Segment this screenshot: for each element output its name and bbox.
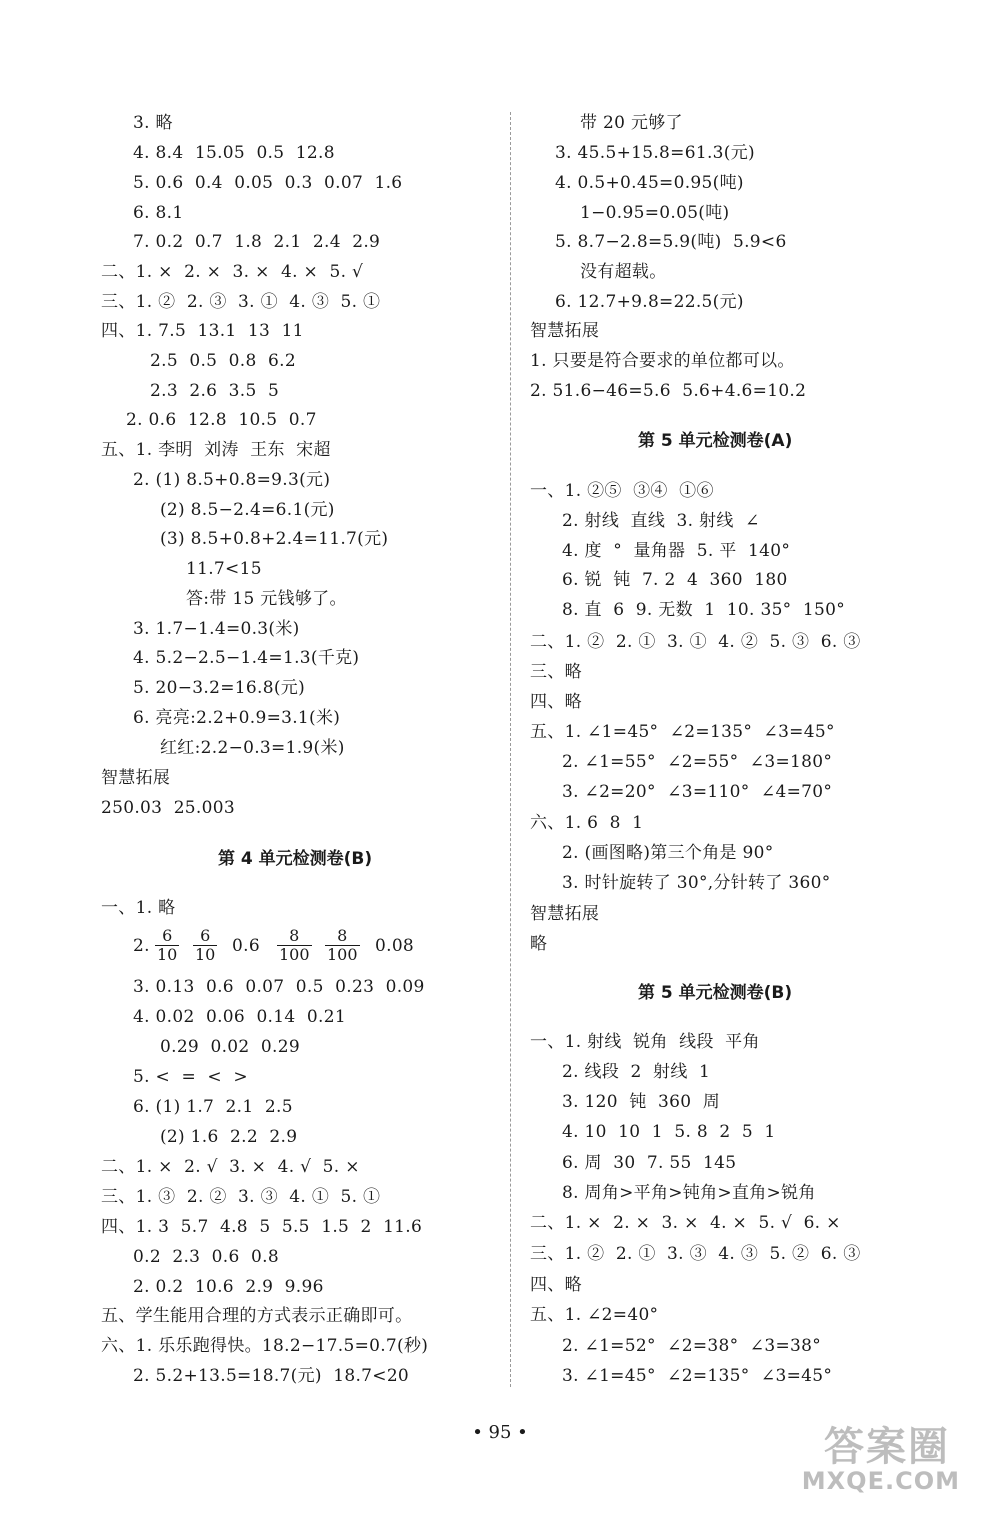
answer-line: 6. 8.1 xyxy=(133,203,184,223)
answer-line: 3. ∠1=45° ∠2=135° ∠3=45° xyxy=(562,1366,833,1386)
answer-line: 三、略 xyxy=(530,662,582,682)
answer-line: 答:带 15 元钱够了。 xyxy=(186,589,347,609)
answer-line: 4. 0.02 0.06 0.14 0.21 xyxy=(133,1007,346,1027)
answer-line: 6. 12.7+9.8=22.5(元) xyxy=(555,292,744,312)
fraction xyxy=(193,927,217,964)
subsection-heading: 智慧拓展 xyxy=(530,321,600,341)
answer-line: 六、1. 乐乐跑得快。18.2−17.5=0.7(秒) xyxy=(101,1336,429,1356)
answer-line: 11.7<15 xyxy=(186,559,262,579)
answer-line: 2. 51.6−46=5.6 5.6+4.6=10.2 xyxy=(530,381,807,401)
answer-line: (3) 8.5+0.8+2.4=11.7(元) xyxy=(160,529,389,549)
answer-line: 2. (画图略)第三个角是 90° xyxy=(562,843,774,863)
subsection-heading: 智慧拓展 xyxy=(530,904,600,924)
answer-line: 二、1. ② 2. ① 3. ① 4. ② 5. ③ 6. ③ xyxy=(530,632,861,652)
answer-line: 三、1. ③ 2. ② 3. ③ 4. ① 5. ① xyxy=(101,1187,381,1207)
answer-line: 2. ∠1=55° ∠2=55° ∠3=180° xyxy=(562,752,833,772)
answer-line: 8. 直 6 9. 无数 1 10. 35° 150° xyxy=(562,600,846,620)
answer-line: 6. (1) 1.7 2.1 2.5 xyxy=(133,1097,293,1117)
answer-line: 4. 5.2−2.5−1.4=1.3(千克) xyxy=(133,648,360,668)
fraction-numerator: 8 xyxy=(337,926,348,945)
answer-line: 四、1. 3 5.7 4.8 5 5.5 1.5 2 11.6 xyxy=(101,1217,423,1237)
section-title: 第 5 单元检测卷(B) xyxy=(638,983,793,1003)
answer-line: 3. 0.13 0.6 0.07 0.5 0.23 0.09 xyxy=(133,977,425,997)
answer-line: 4. 8.4 15.05 0.5 12.8 xyxy=(133,143,335,163)
answer-line: 二、1. × 2. × 3. × 4. × 5. √ 6. × xyxy=(530,1213,841,1233)
answer-line: 红红:2.2−0.3=1.9(米) xyxy=(160,738,345,758)
answer-line: 6. 锐 钝 7. 2 4 360 180 xyxy=(562,570,788,590)
answer-line: 带 20 元够了 xyxy=(580,113,683,133)
answer-line: 4. 10 10 1 5. 8 2 5 1 xyxy=(562,1122,776,1142)
page-number: • 95 • xyxy=(472,1422,528,1443)
answer-line: 0.2 2.3 0.6 0.8 xyxy=(133,1247,279,1267)
fraction xyxy=(155,927,179,964)
answer-line: 五、1. ∠1=45° ∠2=135° ∠3=45° xyxy=(530,722,835,742)
answer-line: 二、1. × 2. √ 3. × 4. √ 5. × xyxy=(101,1157,360,1177)
fraction-numerator: 6 xyxy=(200,926,211,945)
subsection-heading: 智慧拓展 xyxy=(101,768,171,788)
answer-line: 2. 0.2 10.6 2.9 9.96 xyxy=(133,1277,324,1297)
answer-line: 2. (1) 8.5+0.8=9.3(元) xyxy=(133,470,331,490)
answer-line: 250.03 25.003 xyxy=(101,798,235,818)
fraction xyxy=(325,927,360,964)
fraction-numerator: 8 xyxy=(289,926,300,945)
answer-line: 四、1. 7.5 13.1 13 11 xyxy=(101,321,304,341)
answer-line: 2.3 2.6 3.5 5 xyxy=(150,381,280,401)
answer-line: 3. ∠2=20° ∠3=110° ∠4=70° xyxy=(562,782,833,802)
answer-line: 一、1. 略 xyxy=(101,898,176,918)
fraction xyxy=(277,927,312,964)
answer-line: 1−0.95=0.05(吨) xyxy=(580,203,730,223)
answer-line: 五、1. ∠2=40° xyxy=(530,1305,659,1325)
answer-line: 5. 0.6 0.4 0.05 0.3 0.07 1.6 xyxy=(133,173,403,193)
section-title: 第 4 单元检测卷(B) xyxy=(218,849,373,869)
answer-line: 没有超载。 xyxy=(580,262,667,282)
answer-line: 2. 射线 直线 3. 射线 ∠ xyxy=(562,511,760,531)
fraction-denominator: 100 xyxy=(327,945,358,964)
answer-line: 四、略 xyxy=(530,1275,582,1295)
answer-line: 3. 45.5+15.8=61.3(元) xyxy=(555,143,755,163)
answer-line: 8. 周角>平角>钝角>直角>锐角 xyxy=(562,1183,816,1203)
answer-line: 5. 20−3.2=16.8(元) xyxy=(133,678,305,698)
answer-line: 略 xyxy=(530,934,548,954)
answer-line: 6. 周 30 7. 55 145 xyxy=(562,1153,737,1173)
fraction-denominator: 10 xyxy=(157,945,178,964)
answer-line: 五、学生能用合理的方式表示正确即可。 xyxy=(101,1306,413,1326)
answer-line: (2) 1.6 2.2 2.9 xyxy=(160,1127,298,1147)
answer-value: 0.08 xyxy=(375,936,415,956)
watermark-logo xyxy=(770,1411,960,1501)
answer-line: 二、1. × 2. × 3. × 4. × 5. √ xyxy=(101,262,364,282)
answer-line: 3. 1.7−1.4=0.3(米) xyxy=(133,619,300,639)
answer-line: 三、1. ② 2. ③ 3. ① 4. ③ 5. ① xyxy=(101,292,381,312)
answer-line: 3. 略 xyxy=(133,113,173,133)
answer-line: 3. 120 钝 360 周 xyxy=(562,1092,721,1112)
answer-line: 六、1. 6 8 1 xyxy=(530,813,644,833)
watermark-text: 答案圈 xyxy=(824,1424,950,1470)
answer-line: 3. 时针旋转了 30°,分针转了 360° xyxy=(562,873,831,893)
answer-line: 0.29 0.02 0.29 xyxy=(160,1037,300,1057)
answer-line: 2. ∠1=52° ∠2=38° ∠3=38° xyxy=(562,1336,822,1356)
answer-line: 2.5 0.5 0.8 6.2 xyxy=(150,351,296,371)
answer-line: (2) 8.5−2.4=6.1(元) xyxy=(160,500,335,520)
answer-line: 一、1. 射线 锐角 线段 平角 xyxy=(530,1032,760,1052)
watermark-url: MXQE.COM xyxy=(801,1467,960,1495)
answer-line: 2. 0.6 12.8 10.5 0.7 xyxy=(126,410,317,430)
column-divider xyxy=(510,112,511,1387)
answer-line: 1. 只要是符合要求的单位都可以。 xyxy=(530,351,795,371)
fraction-denominator: 100 xyxy=(279,945,310,964)
answer-line: 2. 5.2+13.5=18.7(元) 18.7<20 xyxy=(133,1366,410,1386)
answer-line: 4. 度 ° 量角器 5. 平 140° xyxy=(562,541,791,561)
answer-line: 7. 0.2 0.7 1.8 2.1 2.4 2.9 xyxy=(133,232,381,252)
answer-line: 四、略 xyxy=(530,692,582,712)
answer-line: 6. 亮亮:2.2+0.9=3.1(米) xyxy=(133,708,341,728)
answer-line: 2. xyxy=(133,936,150,956)
answer-line: 五、1. 李明 刘涛 王东 宋超 xyxy=(101,440,331,460)
answer-line: 2. 线段 2 射线 1 xyxy=(562,1062,711,1082)
answer-line: 5. 8.7−2.8=5.9(吨) 5.9<6 xyxy=(555,232,787,252)
answer-line: 4. 0.5+0.45=0.95(吨) xyxy=(555,173,744,193)
answer-value: 0.6 xyxy=(232,936,260,956)
answer-line: 一、1. ②⑤ ③④ ①⑥ xyxy=(530,481,714,501)
answer-line: 5. < = < > xyxy=(133,1067,248,1087)
fraction-numerator: 6 xyxy=(162,926,173,945)
fraction-denominator: 10 xyxy=(195,945,216,964)
answer-line: 三、1. ② 2. ① 3. ③ 4. ③ 5. ② 6. ③ xyxy=(530,1244,861,1264)
section-title: 第 5 单元检测卷(A) xyxy=(638,431,793,451)
